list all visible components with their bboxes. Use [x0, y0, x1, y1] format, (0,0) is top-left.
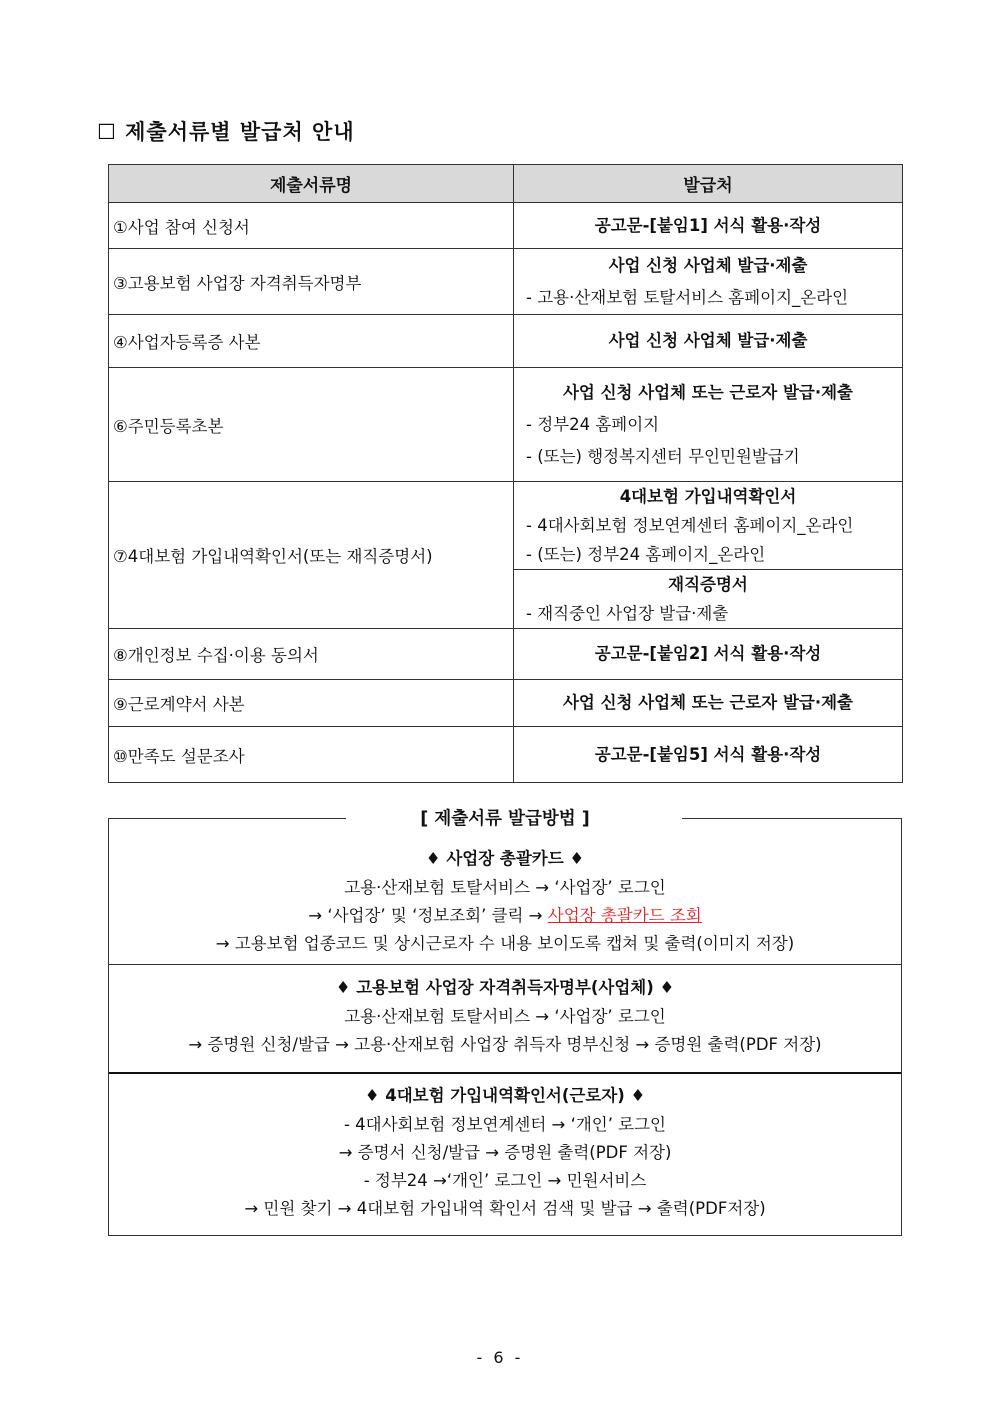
document-name: ①사업 참여 신청서 — [109, 203, 514, 249]
issuer-line: 4대보험 가입내역확인서 — [619, 487, 797, 506]
document-name: ⑥주민등록초본 — [109, 368, 514, 482]
table-row — [109, 249, 903, 315]
issuer-line: 사업 신청 사업체 또는 근로자 발급·제출 — [562, 693, 853, 712]
documents-table — [108, 164, 903, 783]
section-divider — [109, 1072, 901, 1074]
table-row — [109, 203, 903, 249]
method-line: - 4대사회보험 정보연계센터 → ‘개인’ 로그인 — [343, 1115, 666, 1134]
method-line: → 증명원 신청/발급 → 고용·산재보험 사업장 취득자 명부신청 → 증명원 출력(PDF 저장) — [188, 1035, 822, 1054]
section-heading: ☐ 제출서류별 발급처 안내 — [97, 120, 355, 144]
document-name: ⑧개인정보 수집·이용 동의서 — [109, 629, 514, 680]
issuance-methods-title: [ 제출서류 발급방법 ] — [420, 809, 590, 829]
column-header-issuer: 발급처 — [514, 165, 903, 203]
document-name: ③고용보험 사업장 자격취득자명부 — [109, 249, 514, 315]
issuer-cell — [514, 249, 903, 315]
issuer-cell — [514, 203, 903, 249]
section-divider — [109, 964, 901, 965]
method-line-text: → ‘사업장’ 및 ‘정보조회’ 클릭 → — [308, 906, 548, 925]
issuer-cell — [514, 368, 903, 482]
table-row — [109, 680, 903, 727]
table-row — [109, 727, 903, 783]
issuer-line: 사업 신청 사업체 또는 근로자 발급·제출 — [562, 382, 853, 402]
method-line: → 증명서 신청/발급 → 증명원 출력(PDF 저장) — [338, 1143, 672, 1162]
page-number: - 6 - — [476, 1348, 524, 1367]
table-header-row — [109, 165, 903, 203]
issuer-line: - 고용·산재보험 토탈서비스 홈페이지_온라인 — [526, 287, 849, 307]
method-line: → 민원 찾기 → 4대보험 가입내역 확인서 검색 및 발급 → 출력(PDF저장) — [244, 1199, 766, 1218]
method-line: 고용·산재보험 토탈서비스 → ‘사업장’ 로그인 — [344, 878, 666, 897]
issuer-line: 공고문-[붙임2] 서식 활용·작성 — [594, 644, 822, 663]
issuer-cell — [514, 629, 903, 680]
issuer-cell — [514, 315, 903, 368]
issuer-cell — [514, 482, 903, 629]
method-section-employment-insurance — [109, 973, 901, 1059]
method-title: ♦ 고용보험 사업장 자격취득자명부(사업체) ♦ — [335, 978, 675, 997]
issuer-cell — [514, 727, 903, 783]
issuer-subsection — [514, 569, 902, 628]
method-line: → 고용보험 업종코드 및 상시근로자 수 내용 보이도록 캡쳐 및 출력(이미지 저장) — [215, 934, 795, 953]
issuer-line: - (또는) 행정복지센터 무인민원발급기 — [526, 446, 800, 466]
issuer-line: - (또는) 정부24 홈페이지_온라인 — [526, 545, 766, 564]
document-name: ④사업자등록증 사본 — [109, 315, 514, 368]
method-line: 고용·산재보험 토탈서비스 → ‘사업장’ 로그인 — [344, 1007, 666, 1026]
issuer-line: - 4대사회보험 정보연계센터 홈페이지_온라인 — [526, 516, 854, 535]
document-name: ⑩만족도 설문조사 — [109, 727, 514, 783]
method-title: ♦ 사업장 총괄카드 ♦ — [425, 849, 585, 868]
column-header-document-name: 제출서류명 — [109, 165, 514, 203]
table-row — [109, 368, 903, 482]
table-row — [109, 482, 903, 629]
table-row — [109, 315, 903, 368]
document-name: ⑦4대보험 가입내역확인서(또는 재직증명서) — [109, 482, 514, 629]
workplace-card-lookup-link[interactable]: 사업장 총괄카드 조회 — [547, 906, 702, 925]
method-section-workplace-card — [109, 844, 901, 958]
method-title: ♦ 4대보험 가입내역확인서(근로자) ♦ — [364, 1086, 646, 1105]
table-row — [109, 629, 903, 680]
method-section-four-insurances — [109, 1081, 901, 1223]
issuer-cell — [514, 680, 903, 727]
issuer-line: 재직증명서 — [668, 575, 748, 594]
issuer-line: 공고문-[붙임1] 서식 활용·작성 — [594, 215, 822, 235]
document-name: ⑨근로계약서 사본 — [109, 680, 514, 727]
method-line-with-link — [109, 902, 901, 930]
issuer-line: 공고문-[붙임5] 서식 활용·작성 — [594, 744, 822, 764]
issuer-line: - 정부24 홈페이지 — [526, 414, 660, 434]
method-line: - 정부24 →‘개인’ 로그인 → 민원서비스 — [363, 1171, 647, 1190]
issuer-line: - 재직중인 사업장 발급·제출 — [526, 604, 729, 623]
issuance-methods-box — [108, 809, 902, 1236]
issuer-line: 사업 신청 사업체 발급·제출 — [608, 331, 808, 350]
issuer-line: 사업 신청 사업체 발급·제출 — [608, 255, 808, 275]
